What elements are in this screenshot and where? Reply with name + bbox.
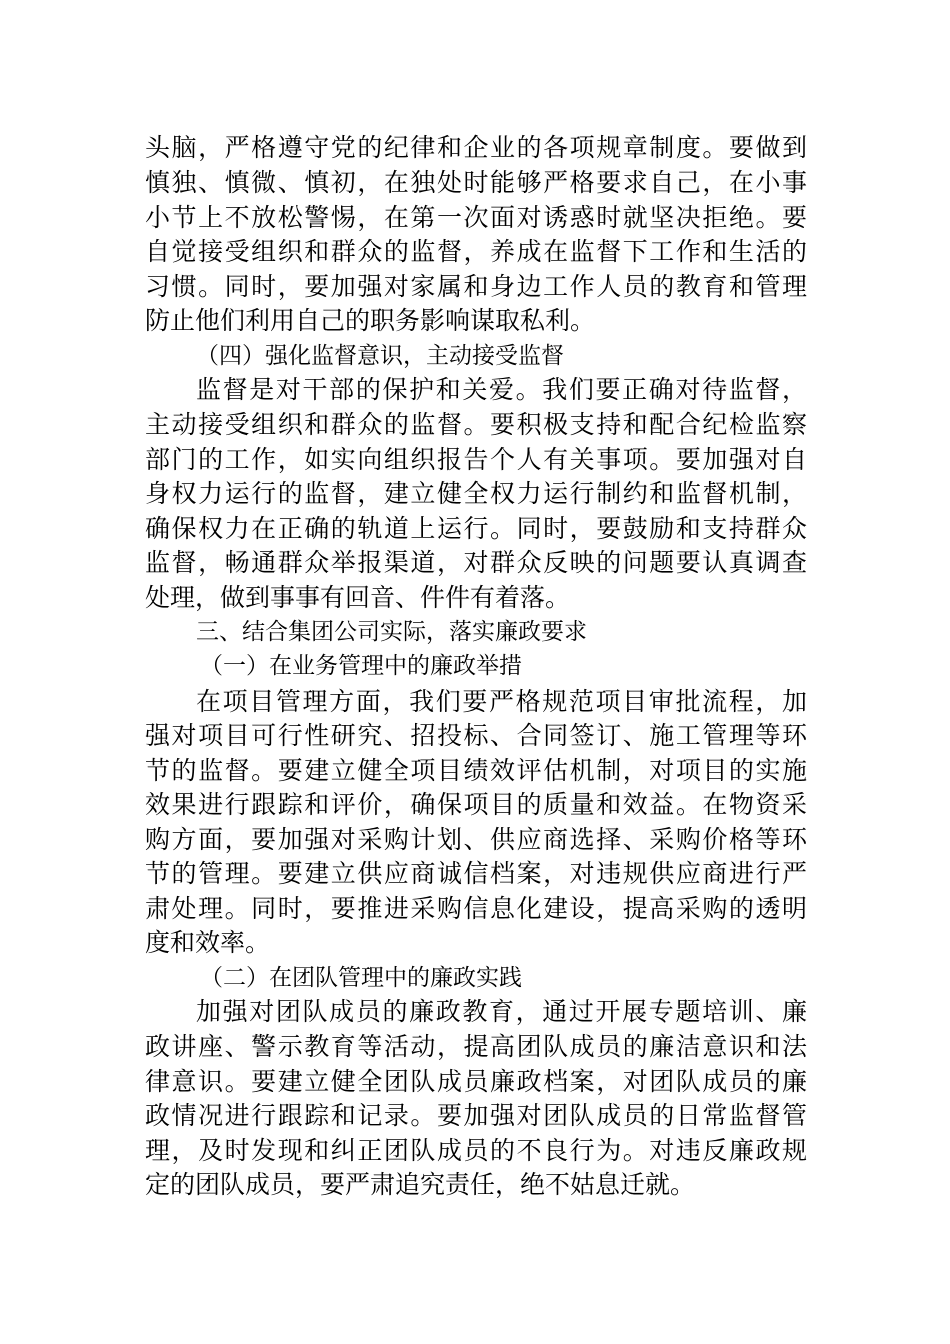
body-line: 处理，做到事事有回音、件件有着落。 — [145, 583, 571, 612]
body-line: 定的团队成员，要严肃追究责任，绝不姑息迁就。 — [145, 1170, 696, 1199]
body-line: 监督是对干部的保护和关爱。我们要正确对待监督， — [196, 375, 807, 404]
body-line: 在项目管理方面，我们要严格规范项目审批流程，加 — [196, 687, 807, 716]
body-line: 慎独、慎微、慎初，在独处时能够严格要求自己，在小事 — [145, 168, 807, 197]
body-line: 政情况进行跟踪和记录。要加强对团队成员的日常监督管 — [145, 1101, 807, 1130]
body-line: 律意识。要建立健全团队成员廉政档案，对团队成员的廉 — [145, 1067, 807, 1096]
body-line: 政讲座、警示教育等活动，提高团队成员的廉洁意识和法 — [145, 1032, 807, 1061]
section-heading: 三、结合集团公司实际，落实廉政要求 — [196, 619, 587, 645]
body-line: 度和效率。 — [145, 928, 271, 957]
body-line: 防止他们利用自己的职务影响谋取私利。 — [145, 306, 596, 335]
body-line: 身权力运行的监督，建立健全权力运行制约和监督机制， — [145, 479, 807, 508]
subsection-heading: （一）在业务管理中的廉政举措 — [200, 653, 522, 679]
body-line: 理，及时发现和纠正团队成员的不良行为。对违反廉政规 — [145, 1136, 807, 1165]
body-line: 节的管理。要建立供应商诚信档案，对违规供应商进行严 — [145, 859, 807, 888]
body-line: 确保权力在正确的轨道上运行。同时，要鼓励和支持群众 — [145, 514, 807, 543]
body-line: 监督，畅通群众举报渠道，对群众反映的问题要认真调查 — [145, 548, 807, 577]
body-line: 节的监督。要建立健全项目绩效评估机制，对项目的实施 — [145, 756, 807, 785]
body-line: 加强对团队成员的廉政教育，通过开展专题培训、廉 — [196, 997, 807, 1026]
body-line: 强对项目可行性研究、招投标、合同签订、施工管理等环 — [145, 721, 807, 750]
body-line: 小节上不放松警惕，在第一次面对诱惑时就坚决拒绝。要 — [145, 203, 807, 232]
body-line: 习惯。同时，要加强对家属和身边工作人员的教育和管理 — [145, 272, 807, 301]
body-line: 效果进行跟踪和评价，确保项目的质量和效益。在物资采 — [145, 790, 807, 819]
body-line: 购方面，要加强对采购计划、供应商选择、采购价格等环 — [145, 825, 807, 854]
body-line: 主动接受组织和群众的监督。要积极支持和配合纪检监察 — [145, 410, 807, 439]
subsection-heading: （二）在团队管理中的廉政实践 — [200, 965, 522, 991]
body-line: 肃处理。同时，要推进采购信息化建设，提高采购的透明 — [145, 894, 807, 923]
section-heading: （四）强化监督意识，主动接受监督 — [196, 343, 564, 369]
body-line: 自觉接受组织和群众的监督，养成在监督下工作和生活的 — [145, 237, 807, 266]
body-line: 部门的工作，如实向组织报告个人有关事项。要加强对自 — [145, 445, 807, 474]
body-line: 头脑，严格遵守党的纪律和企业的各项规章制度。要做到 — [145, 133, 807, 162]
